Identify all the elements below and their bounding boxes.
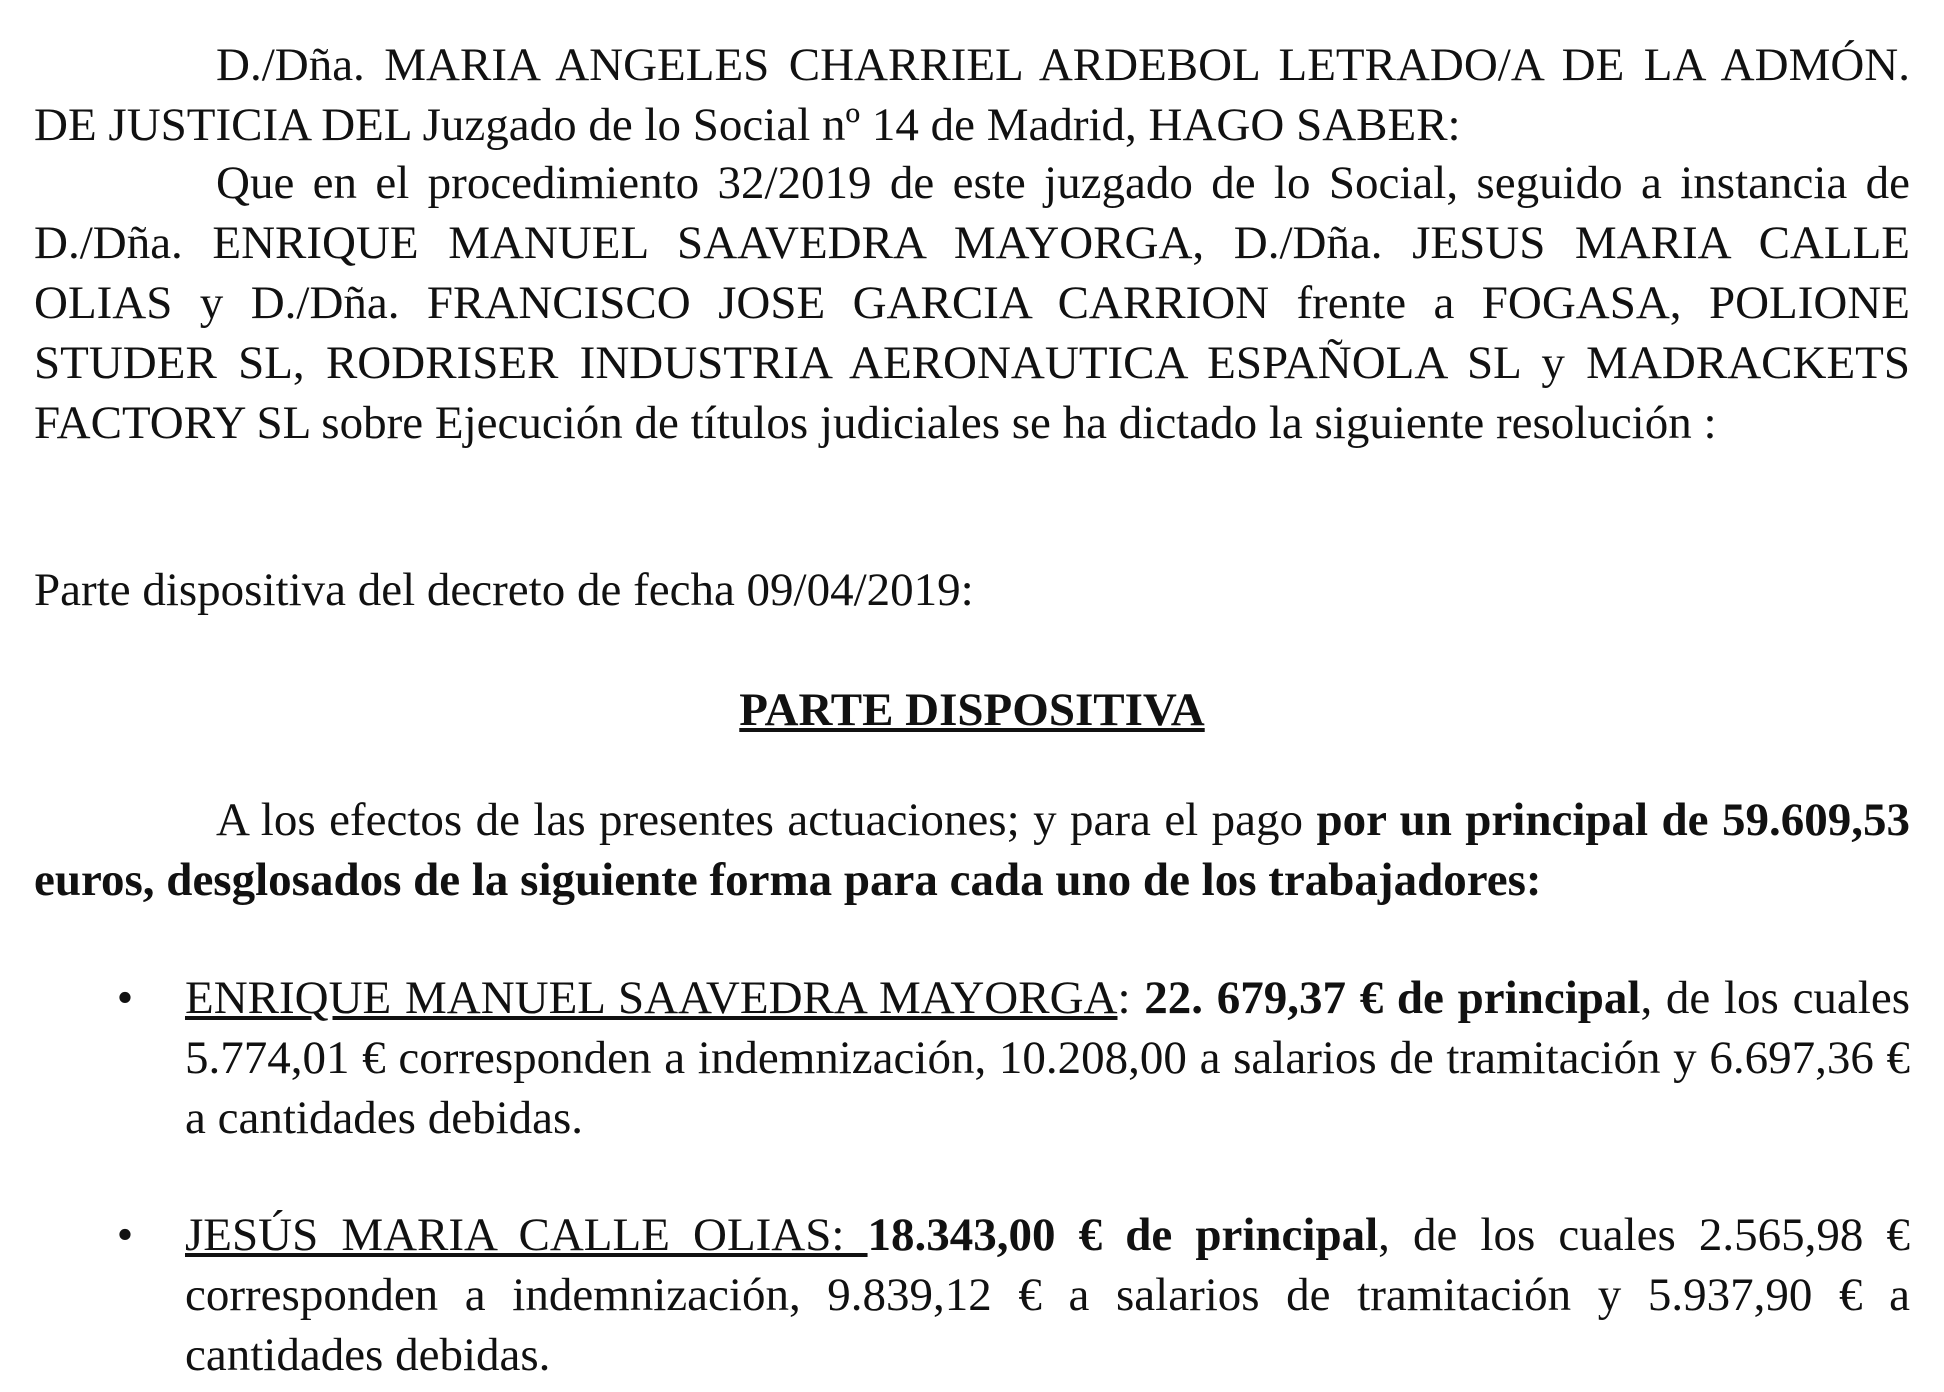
worker-name: ENRIQUE MANUEL SAAVEDRA MAYORGA xyxy=(185,972,1118,1024)
decree-reference: Parte dispositiva del decreto de fecha 09/04/2019: xyxy=(34,564,974,616)
effects-principal-summary: por un principal de 59.609,53 euros, desglosados de la siguiente forma para cada uno de los trabajadores: xyxy=(34,794,1910,906)
worker-breakdown: , de los cuales 5.774,01 € corresponden a indemnización, 10.208,00 a salarios de tramitación y 6.697,36 € a cantidades debidas. xyxy=(185,972,1910,1144)
worker-item xyxy=(116,968,1910,1148)
procedure-paragraph: Que en el procedimiento 32/2019 de este juzgado de lo Social, seguido a instancia de D./Dña. ENRIQUE MANUEL SAAVEDRA MAYORGA, D./Dña. JESUS MARIA CALLE OLIAS y D./Dña. FRANCISCO JOSE GARCIA CARRION frente a FOGASA, POLIONE STUDER SL, RODRISER INDUSTRIA AERONAUTICA ESPAÑOLA SL y MADRACKETS FACTORY SL sobre Ejecución de títulos judiciales se ha dictado la siguiente resolución : xyxy=(34,157,1910,449)
worker-principal: 22. 679,37 € de principal xyxy=(1144,972,1641,1024)
effects-paragraph xyxy=(34,790,1910,910)
effects-intro: A los efectos de las presentes actuaciones; y para el pago xyxy=(216,794,1317,846)
worker-name: JESÚS MARIA CALLE OLIAS: xyxy=(185,1209,868,1261)
bullet-icon: • xyxy=(116,972,134,1024)
header-paragraph: D./Dña. MARIA ANGELES CHARRIEL ARDEBOL LETRADO/A DE LA ADMÓN. DE JUSTICIA DEL Juzgado de lo Social nº 14 de Madrid, HAGO SABER: xyxy=(34,39,1910,151)
worker-item xyxy=(116,1205,1910,1385)
worker-name-separator: : xyxy=(1117,972,1145,1024)
worker-breakdown: , de los cuales 2.565,98 € corresponden a indemnización, 9.839,12 € a salarios de tramitación y 5.937,90 € a cantidades debidas. xyxy=(185,1209,1910,1381)
bullet-icon: • xyxy=(116,1209,134,1261)
worker-principal: 18.343,00 € de principal xyxy=(867,1209,1379,1261)
section-heading: PARTE DISPOSITIVA xyxy=(739,684,1205,736)
